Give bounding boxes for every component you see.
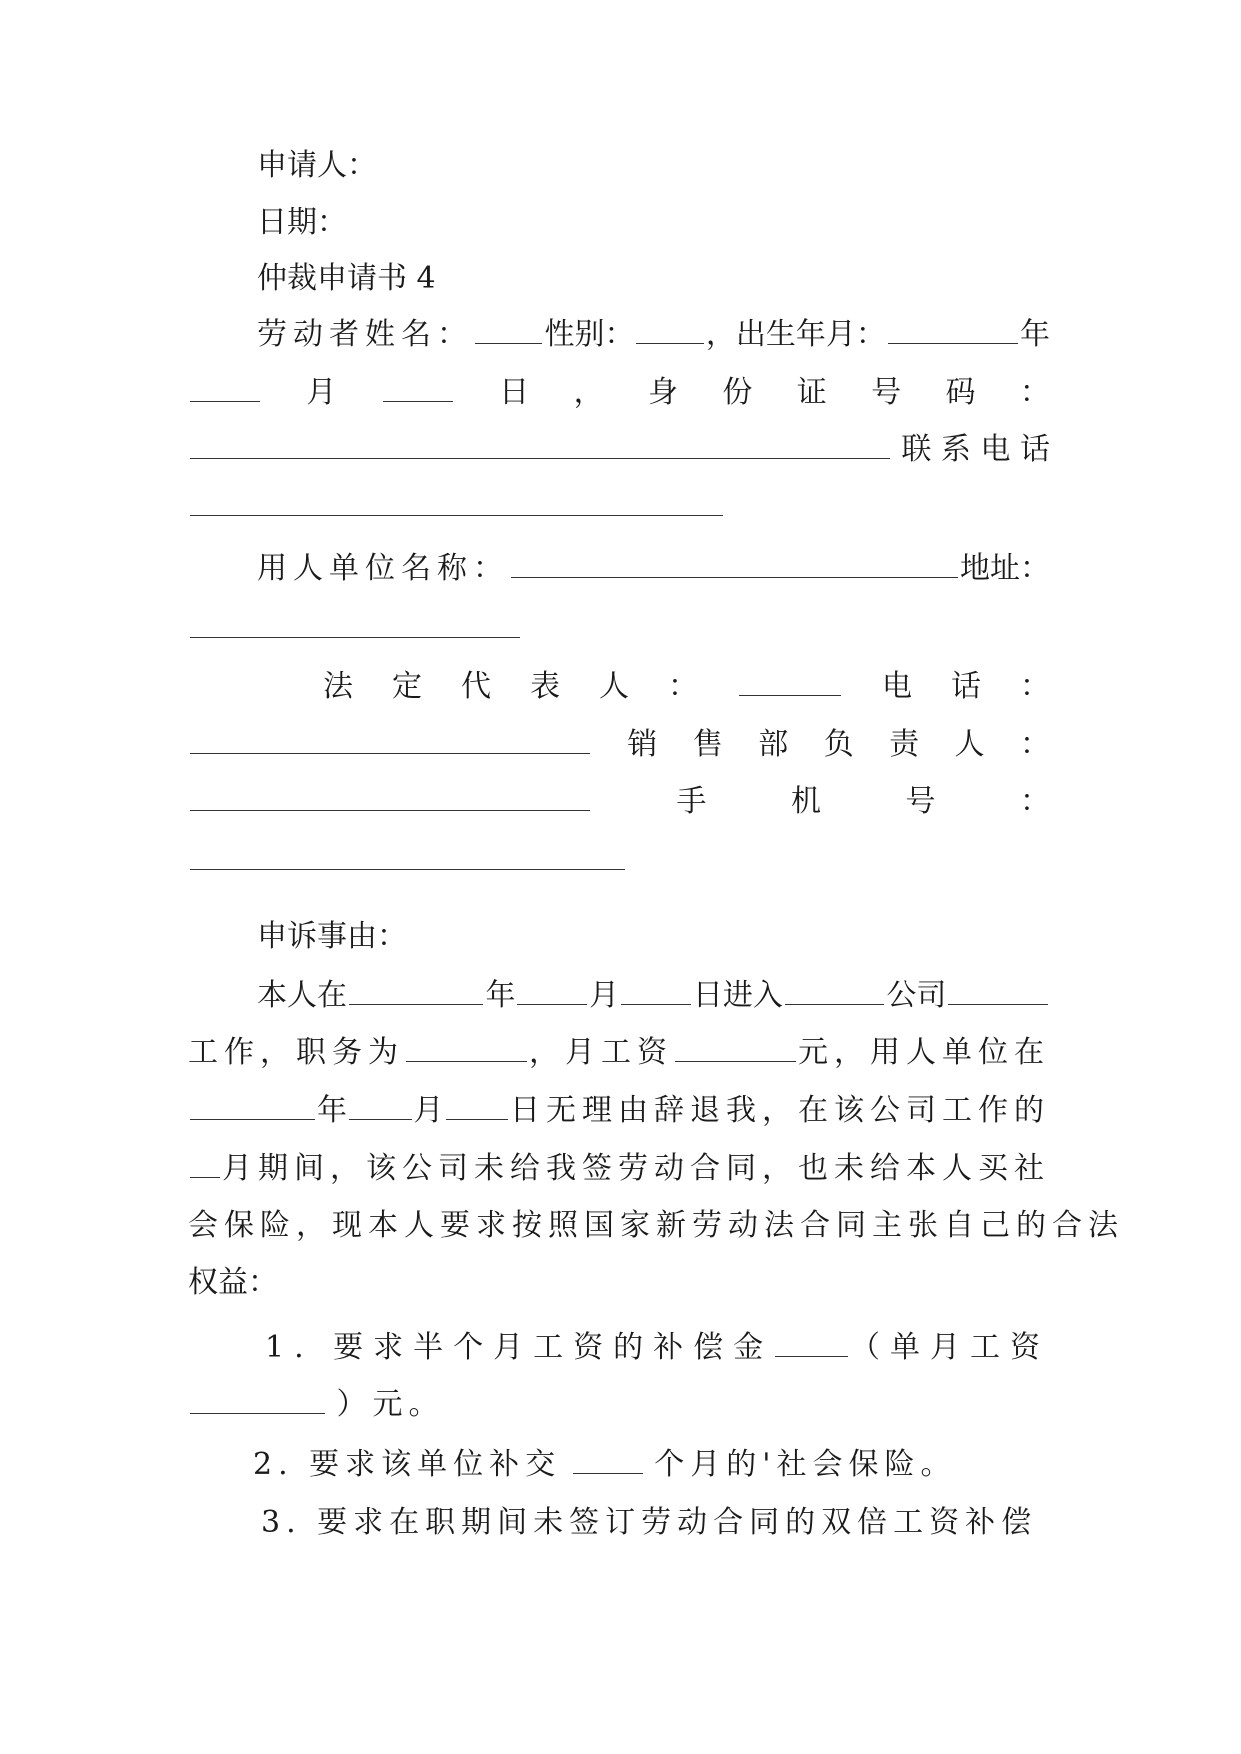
- dismiss-year-blank: [190, 1089, 315, 1120]
- text-span: 工作，职务为: [188, 1035, 404, 1070]
- position-blank: [406, 1031, 527, 1062]
- dismiss-month-blank: [349, 1089, 412, 1120]
- paragraph-line-3: [188, 1082, 1050, 1140]
- mobile-blank-line: [188, 832, 1050, 890]
- worker-info-line: [188, 306, 1050, 364]
- text-span: 日进入: [692, 978, 783, 1013]
- phone-blank: [190, 723, 590, 754]
- sales-head-char: 售: [692, 727, 723, 762]
- paragraph-line-6: [188, 1254, 1050, 1312]
- mobile-blank: [190, 839, 625, 870]
- date-label: 日期：: [257, 205, 347, 240]
- text-span: 日无理由辞退我，在该公司工作的: [510, 1093, 1050, 1128]
- mobile-char: 机: [791, 784, 821, 819]
- text-span: 2. 要求该单位补交: [253, 1447, 562, 1482]
- title-text: 仲裁申请书 4: [257, 261, 436, 296]
- appeal-reason-line: [188, 908, 1050, 966]
- sales-head-char: 负: [823, 727, 854, 762]
- employer-name-blank: [511, 547, 958, 578]
- birth-year-blank: [888, 313, 1018, 344]
- text-span: 会保险，现本人要求按照国家新劳动法合同主张自己的合法: [188, 1208, 1124, 1243]
- legal-rep-blank: [739, 665, 841, 696]
- applicant-label: 申请人：: [257, 148, 377, 183]
- text-span: 公司: [886, 978, 947, 1013]
- phone-char: 话: [951, 669, 981, 704]
- paragraph-line-1: [188, 967, 1050, 1025]
- id-char: 份: [722, 375, 753, 410]
- address-blank-line: [188, 600, 1050, 658]
- day-blank: [621, 974, 691, 1005]
- legal-rep-line: [188, 658, 1050, 716]
- mobile-char: 号: [905, 784, 936, 819]
- address-label: 地址：: [960, 551, 1050, 586]
- dismiss-day-blank: [446, 1089, 509, 1120]
- legal-rep-char: 人: [599, 669, 629, 704]
- sales-head-char: 部: [758, 727, 789, 762]
- mobile-char: ：: [1020, 784, 1050, 819]
- text-span: 月期间，该公司未给我签劳动合同，也未给本人买社: [222, 1151, 1050, 1186]
- birth-label: ，出生年月：: [705, 317, 886, 352]
- claim-item-1-cont: [188, 1376, 1050, 1434]
- sales-head-blank: [190, 780, 590, 811]
- claim-item-3: [188, 1494, 1050, 1552]
- text-span: 权益：: [188, 1265, 278, 1300]
- text-span: 月: [589, 978, 620, 1013]
- name-blank: [475, 313, 542, 344]
- phone-char: ：: [1020, 669, 1050, 704]
- birth-day-blank: [383, 371, 453, 402]
- id-char: 号: [871, 375, 902, 410]
- legal-rep-char: ：: [668, 669, 698, 704]
- monthly-salary-blank: [190, 1383, 325, 1414]
- paragraph-line-2: [188, 1024, 1050, 1082]
- day-label: 日: [499, 375, 530, 410]
- sales-head-char: 销: [627, 727, 658, 762]
- document-title: [188, 250, 1050, 308]
- company-blank: [785, 974, 885, 1005]
- employer-name-label: 用人单位名称：: [257, 551, 509, 586]
- text-span: 年: [485, 978, 516, 1013]
- id-number-blank: [190, 428, 890, 459]
- mobile-line: [188, 773, 1050, 831]
- contact-phone-label: 联 系 电 话: [901, 432, 1050, 467]
- birth-month-blank: [190, 371, 260, 402]
- id-char: 码: [945, 375, 976, 410]
- salary-blank: [675, 1031, 796, 1062]
- gender-blank: [636, 313, 703, 344]
- paragraph-line-4: [188, 1140, 1050, 1198]
- comma: ，: [573, 375, 604, 410]
- paragraph-line-5: [188, 1197, 1124, 1255]
- year-blank: [349, 974, 483, 1005]
- birth-id-line: [188, 364, 1050, 422]
- months-blank: [190, 1147, 220, 1178]
- sales-head-char: 责: [889, 727, 920, 762]
- id-char: ：: [1019, 375, 1050, 410]
- id-char: 证: [796, 375, 827, 410]
- text-span: ，月工资: [529, 1035, 673, 1070]
- gender-label: 性别：: [544, 317, 635, 352]
- insurance-months-blank: [573, 1443, 643, 1474]
- compensation-blank: [775, 1326, 848, 1357]
- employer-line: [188, 540, 1050, 598]
- sales-head-char: 人: [954, 727, 985, 762]
- legal-rep-char: 定: [392, 669, 422, 704]
- contact-phone-blank: [190, 485, 723, 516]
- legal-rep-char: 法: [323, 669, 353, 704]
- id-char: 身: [647, 375, 678, 410]
- sales-head-line: [188, 716, 1050, 774]
- text-span: 3. 要求在职期间未签订劳动合同的双倍工资补偿: [261, 1505, 1038, 1540]
- legal-rep-char: 表: [530, 669, 560, 704]
- phone-blank-line: [188, 478, 1050, 536]
- worker-name-label: 劳动者姓名：: [257, 317, 473, 352]
- appeal-reason-label: 申诉事由：: [257, 919, 407, 954]
- applicant-line: [188, 137, 1050, 195]
- claim-item-2: [188, 1436, 1050, 1494]
- text-span: 年: [317, 1093, 347, 1128]
- id-phone-line: [188, 421, 1050, 479]
- sales-head-char: ：: [1019, 727, 1050, 762]
- text-span: ）元。: [336, 1387, 445, 1422]
- text-span: 1. 要求半个月工资的补偿金: [265, 1330, 774, 1365]
- legal-rep-char: 代: [461, 669, 491, 704]
- phone-char: 电: [882, 669, 912, 704]
- text-span: 个月的'社会保险。: [654, 1447, 957, 1482]
- claim-item-1: [188, 1319, 1050, 1377]
- text-span: （单月工资: [850, 1330, 1050, 1365]
- year-label: 年: [1020, 317, 1050, 352]
- address-blank: [190, 607, 520, 638]
- text-span: 月: [413, 1093, 444, 1128]
- mobile-char: 手: [676, 784, 707, 819]
- text-span: 元，用人单位在: [798, 1035, 1050, 1070]
- text-span: 本人在: [257, 978, 347, 1013]
- month-label: 月: [306, 375, 337, 410]
- department-blank: [948, 974, 1048, 1005]
- date-line: [188, 194, 1050, 252]
- month-blank: [517, 974, 587, 1005]
